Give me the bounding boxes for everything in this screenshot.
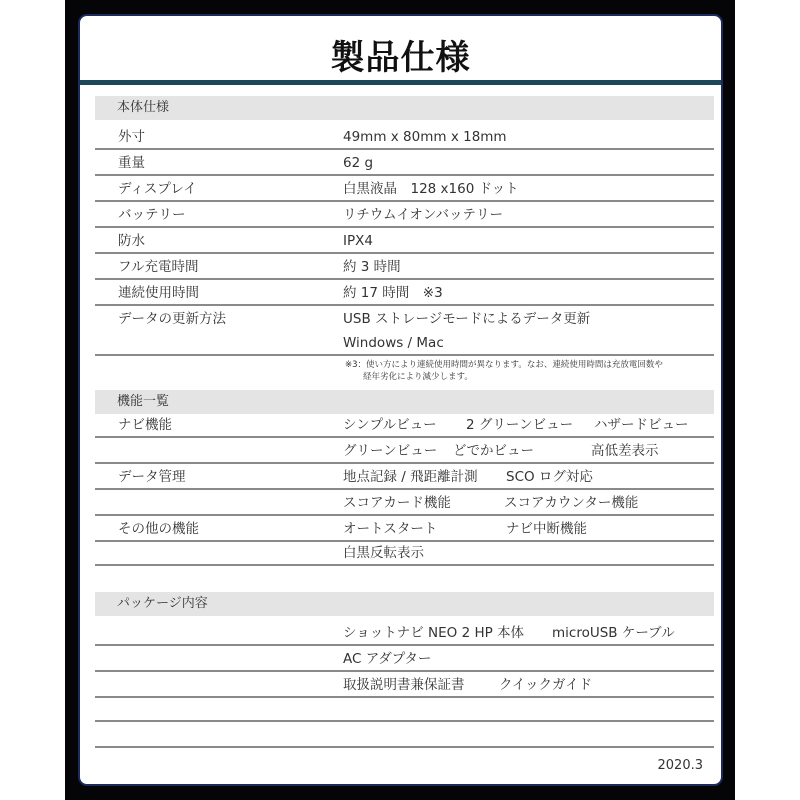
row-value: USB ストレージモードによるデータ更新 [343,311,591,327]
table-row [95,516,714,542]
table-row [95,254,714,280]
feature-item: スコアカード機能 [343,495,451,511]
feature-item: シンプルビュー [343,417,437,433]
feature-item: オートスタート [343,521,438,537]
package-item: AC アダプター [343,651,432,667]
feature-item: ハザードビュー [594,417,689,433]
package-item: クイックガイド [499,677,593,693]
feature-item: 地点記録 / 飛距離計測 [343,469,478,485]
feature-item: どでかビュー [453,443,534,459]
table-row [95,490,714,516]
row-label: データ管理 [118,469,186,485]
row-label: 防水 [118,233,145,249]
footnote [345,359,663,383]
feature-item: スコアカウンター機能 [504,495,639,511]
feature-item: 2 グリーンビュー [466,417,574,433]
package-item: 取扱説明書兼保証書 [343,677,465,693]
table-row [95,280,714,306]
table-row [95,176,714,202]
table-row [95,228,714,254]
row-value: 約 3 時間 [343,259,401,275]
table-row [95,306,714,332]
feature-item: 白黒反転表示 [343,545,424,561]
package-item: ショットナビ NEO 2 HP 本体 [343,625,525,641]
package-item: microUSB ケーブル [552,625,675,641]
footnote-line: 経年劣化により減少します。 [363,372,473,382]
row-label: フル充電時間 [118,259,199,275]
table-row [95,620,714,646]
feature-item: SCO ログ対応 [506,469,593,485]
row-label: 重量 [118,155,145,171]
footnote-line: ※3：使い方により連続使用時間が異なります。なお、連続使用時間は充放電回数や [345,360,663,370]
table-row [95,412,714,438]
title-divider [80,80,721,85]
row-value: 49mm x 80mm x 18mm [343,129,507,145]
table-row [95,150,714,176]
spec-card [78,14,723,786]
table-row [95,438,714,464]
feature-item: 高低差表示 [591,443,659,459]
table-row [95,202,714,228]
table-row [95,540,714,566]
row-label: ディスプレイ [118,181,197,197]
row-value: 約 17 時間 ※3 [343,285,443,301]
table-row [95,464,714,490]
row-label: データの更新方法 [118,311,226,327]
table-row [95,722,714,748]
row-value: リチウムイオンバッテリー [343,207,503,223]
section-header-package: パッケージ内容 [95,592,714,616]
table-row [95,696,714,722]
row-value: Windows / Mac [343,335,444,351]
row-label: その他の機能 [118,521,199,537]
table-row [95,672,714,698]
row-value: 62 g [343,155,374,171]
row-label: 連続使用時間 [118,285,199,301]
feature-item: グリーンビュー [343,443,438,459]
row-label: バッテリー [118,207,186,223]
row-label: ナビ機能 [118,417,172,433]
table-row [95,646,714,672]
table-row [95,124,714,150]
row-label: 外寸 [118,129,145,145]
table-row [95,330,714,356]
section-header-features: 機能一覧 [95,390,714,414]
page-title: 製品仕様 [330,38,471,78]
row-value: IPX4 [343,233,373,249]
section-header-body: 本体仕様 [95,96,714,120]
row-value: 白黒液晶 128 x160 ドット [343,181,519,197]
date-label: 2020.3 [657,758,703,773]
feature-item: ナビ中断機能 [506,521,587,537]
